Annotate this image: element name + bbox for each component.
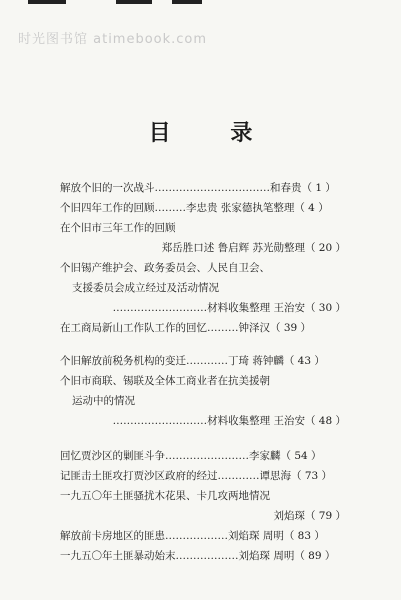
toc-entry[interactable]: 个旧锡产维护会、政务委员会、人民自卫会、 xyxy=(60,262,270,274)
toc-entry-continued: 郑岳胜口述 鲁启辉 苏光勋整理（ 20 ） xyxy=(161,242,346,254)
toc-entry[interactable]: 在个旧市三年工作的回顾 xyxy=(60,222,176,234)
toc-entry[interactable]: 记匪击土匪攻打贾沙区政府的经过…………谭思海（ 73 ） xyxy=(60,470,333,482)
toc-entry[interactable]: 个旧市商联、锡联及全体工商业者在抗美援朝 xyxy=(60,375,270,387)
watermark: 时光图书馆 atimebook.com xyxy=(18,32,208,47)
top-border-left xyxy=(28,0,66,4)
toc-entry[interactable]: 在工商局新山工作队工作的回忆………钟泽汉（ 39 ） xyxy=(60,322,312,334)
toc-entry-continued: 刘焰琛（ 79 ） xyxy=(273,510,346,522)
toc-entry[interactable]: 个旧四年工作的回顾………李忠贵 张家德执笔整理（ 4 ） xyxy=(60,202,329,214)
top-border-middle xyxy=(116,0,152,4)
toc-entry-continued: 运动中的情况 xyxy=(72,395,135,407)
toc-entry[interactable]: 解放前卡房地区的匪患………………刘焰琛 周明（ 83 ） xyxy=(60,530,325,542)
toc-entry[interactable]: 一九五〇年土匪骚扰木花果、卡几攻两地情况 xyxy=(60,490,270,502)
page-title: 目 录 xyxy=(148,120,279,146)
toc-entry-continued: ………………………材料收集整理 王治安（ 48 ） xyxy=(112,415,346,427)
toc-entry[interactable]: 解放个旧的一次战斗……………………………和春贵（ 1 ） xyxy=(60,182,336,194)
toc-entry[interactable]: 回忆贾沙区的剿匪斗争……………………李家麟（ 54 ） xyxy=(60,450,322,462)
toc-entry-continued: 支援委员会成立经过及活动情况 xyxy=(72,282,219,294)
toc-entry[interactable]: 个旧解放前税务机构的变迁…………丁琦 蒋钟麟（ 43 ） xyxy=(60,355,325,367)
toc-entry[interactable]: 一九五〇年土匪暴动始末………………刘焰琛 周明（ 89 ） xyxy=(60,550,336,562)
title-block xyxy=(0,116,401,147)
top-border-right xyxy=(172,0,202,4)
toc-entry-continued: ………………………材料收集整理 王治安（ 30 ） xyxy=(112,302,346,314)
